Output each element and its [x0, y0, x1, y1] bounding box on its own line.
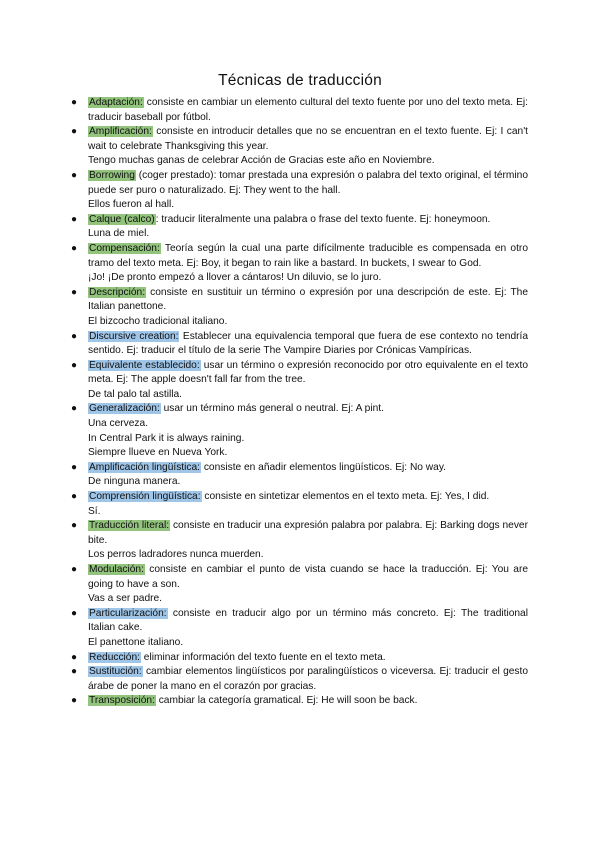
bullet-icon: ● — [71, 403, 78, 415]
technique-description: usar un término más general o neutral. Ej: A pint. — [160, 403, 384, 415]
technique-description: (coger prestado): tomar prestada una expresión o palabra del texto original, el término puede ser puro o naturalizado. Ej: They went to the hall. — [88, 169, 528, 196]
list-item — [71, 125, 528, 169]
technique-term: Particularización: — [89, 607, 167, 619]
technique-term: Modulación: — [89, 564, 144, 575]
technique-term: Calque (calco) — [89, 213, 155, 225]
technique-description: consiste en cambiar un elemento cultural del texto fuente por uno del texto meta. Ej: traducir baseball por fútbol. — [88, 97, 528, 123]
bullet-icon: ● — [71, 286, 78, 298]
bullet-icon: ● — [71, 126, 78, 138]
bullet-icon: ● — [71, 213, 78, 225]
bullet-icon: ● — [71, 359, 78, 371]
list-item — [71, 665, 528, 694]
example-translation: El panettone italiano. — [88, 636, 184, 648]
technique-term: Comprensión lingüística: — [89, 491, 201, 503]
technique-term: Borrowing — [89, 169, 135, 181]
list-item — [71, 359, 528, 403]
technique-term: Traducción literal: — [89, 520, 170, 532]
page-title: Técnicas de traducción — [218, 72, 382, 89]
technique-description: Teoría según la cual una parte difícilmente traducible es compensada en otro tramo del texto meta. Ej: Boy, it began to rain like a bastard. In buckets, I swear to God. — [88, 242, 528, 269]
list-item — [71, 330, 529, 359]
list-item — [71, 402, 528, 460]
technique-description: consiste en traducir una expresión palabra por palabra. Ej: Barking dogs never bite. — [88, 520, 528, 546]
technique-description: eliminar información del texto fuente en el texto meta. — [140, 651, 386, 663]
list-item — [71, 490, 528, 519]
list-item — [71, 694, 528, 709]
technique-description: consiste en añadir elementos lingüísticos. Ej: No way. — [200, 461, 446, 473]
bullet-icon: ● — [71, 607, 78, 619]
bullet-icon: ● — [71, 461, 78, 473]
bullet-icon: ● — [71, 97, 78, 108]
list-item — [71, 242, 528, 286]
technique-term: Compensación: — [89, 242, 160, 254]
list-item — [71, 286, 528, 330]
example-translation: Tengo muchas ganas de celebrar Acción de Gracias este año en Noviembre. — [88, 155, 435, 167]
list-item — [71, 461, 528, 490]
example-translation: Siempre llueve en Nueva York. — [88, 447, 228, 459]
technique-term: Equivalente establecido: — [89, 359, 200, 371]
example-translation: De tal palo tal astilla. — [88, 388, 183, 400]
example-translation: Ellos fueron al hall. — [88, 199, 175, 211]
technique-term: Adaptación: — [89, 97, 143, 108]
technique-description: cambiar la categoría gramatical. Ej: He will soon be back. — [155, 695, 418, 707]
technique-description: consiste en traducir algo por un término más concreto. Ej: The traditional Italian cake. — [88, 607, 528, 634]
bullet-icon: ● — [71, 564, 78, 575]
example-translation: Sí. — [88, 505, 101, 517]
technique-description: Establecer una equivalencia temporal que fuera de ese contexto no tendría sentido. Ej: traducir el título de la serie The Vampire Diaries por Crónicas Vampíricas. — [88, 330, 529, 357]
list-item — [71, 651, 528, 666]
technique-term: Sustitución: — [89, 666, 142, 678]
example-translation: Luna de miel. — [88, 228, 150, 240]
example-translation: El bizcocho tradicional italiano. — [88, 315, 228, 327]
list-item — [71, 96, 528, 125]
technique-list — [71, 96, 529, 709]
technique-term: Generalización: — [89, 403, 160, 415]
technique-description: usar un término o expresión reconocido por otro equivalente en el texto meta. Ej: The apple doesn't fall far from the tree. — [88, 359, 528, 386]
bullet-icon: ● — [71, 666, 78, 678]
example-translation: Vas a ser padre. — [88, 593, 162, 605]
list-item — [71, 519, 528, 563]
technique-term: Descripción: — [89, 286, 146, 298]
technique-description: consiste en introducir detalles que no se encuentran en el texto fuente. Ej: I can't wait to celebrate Thanksgiving this year. — [88, 126, 528, 152]
bullet-icon: ● — [71, 520, 78, 532]
technique-term: Discursive creation: — [89, 330, 179, 342]
technique-description: cambiar elementos lingüísticos por paralingüísticos o viceversa. Ej: traducir el gesto árabe de poner la mano en el corazón por gracias. — [88, 666, 528, 692]
example-translation: Una cerveza. — [88, 418, 149, 430]
bullet-icon: ● — [71, 491, 78, 503]
example-translation: ¡Jo! ¡De pronto empezó a llover a cántaros! Un diluvio, se lo juro. — [88, 272, 382, 284]
bullet-icon: ● — [71, 330, 78, 342]
list-item — [71, 169, 528, 213]
bullet-icon: ● — [71, 242, 78, 254]
example-translation: In Central Park it is always raining. — [88, 432, 245, 444]
technique-term: Reducción: — [89, 651, 140, 663]
technique-description: consiste en sustituir un término o expresión por una descripción de este. Ej: The Italian panettone. — [88, 286, 528, 313]
bullet-icon: ● — [71, 169, 78, 181]
list-item — [71, 213, 528, 242]
technique-description: : traducir literalmente una palabra o frase del texto fuente. Ej: honeymoon. — [155, 213, 491, 225]
technique-description: consiste en cambiar el punto de vista cuando se hace la traducción. Ej: You are going to have a son. — [88, 564, 528, 590]
example-translation: De ninguna manera. — [88, 476, 181, 488]
example-translation: Los perros ladradores nunca muerden. — [88, 549, 264, 561]
list-item — [71, 607, 528, 651]
bullet-icon: ● — [71, 695, 78, 707]
list-item — [71, 563, 528, 607]
technique-term: Amplificación lingüística: — [89, 461, 200, 473]
technique-description: consiste en sintetizar elementos en el texto meta. Ej: Yes, I did. — [201, 491, 490, 503]
technique-term: Transposición: — [89, 695, 155, 707]
bullet-icon: ● — [71, 651, 78, 663]
technique-term: Amplificación: — [89, 126, 152, 138]
